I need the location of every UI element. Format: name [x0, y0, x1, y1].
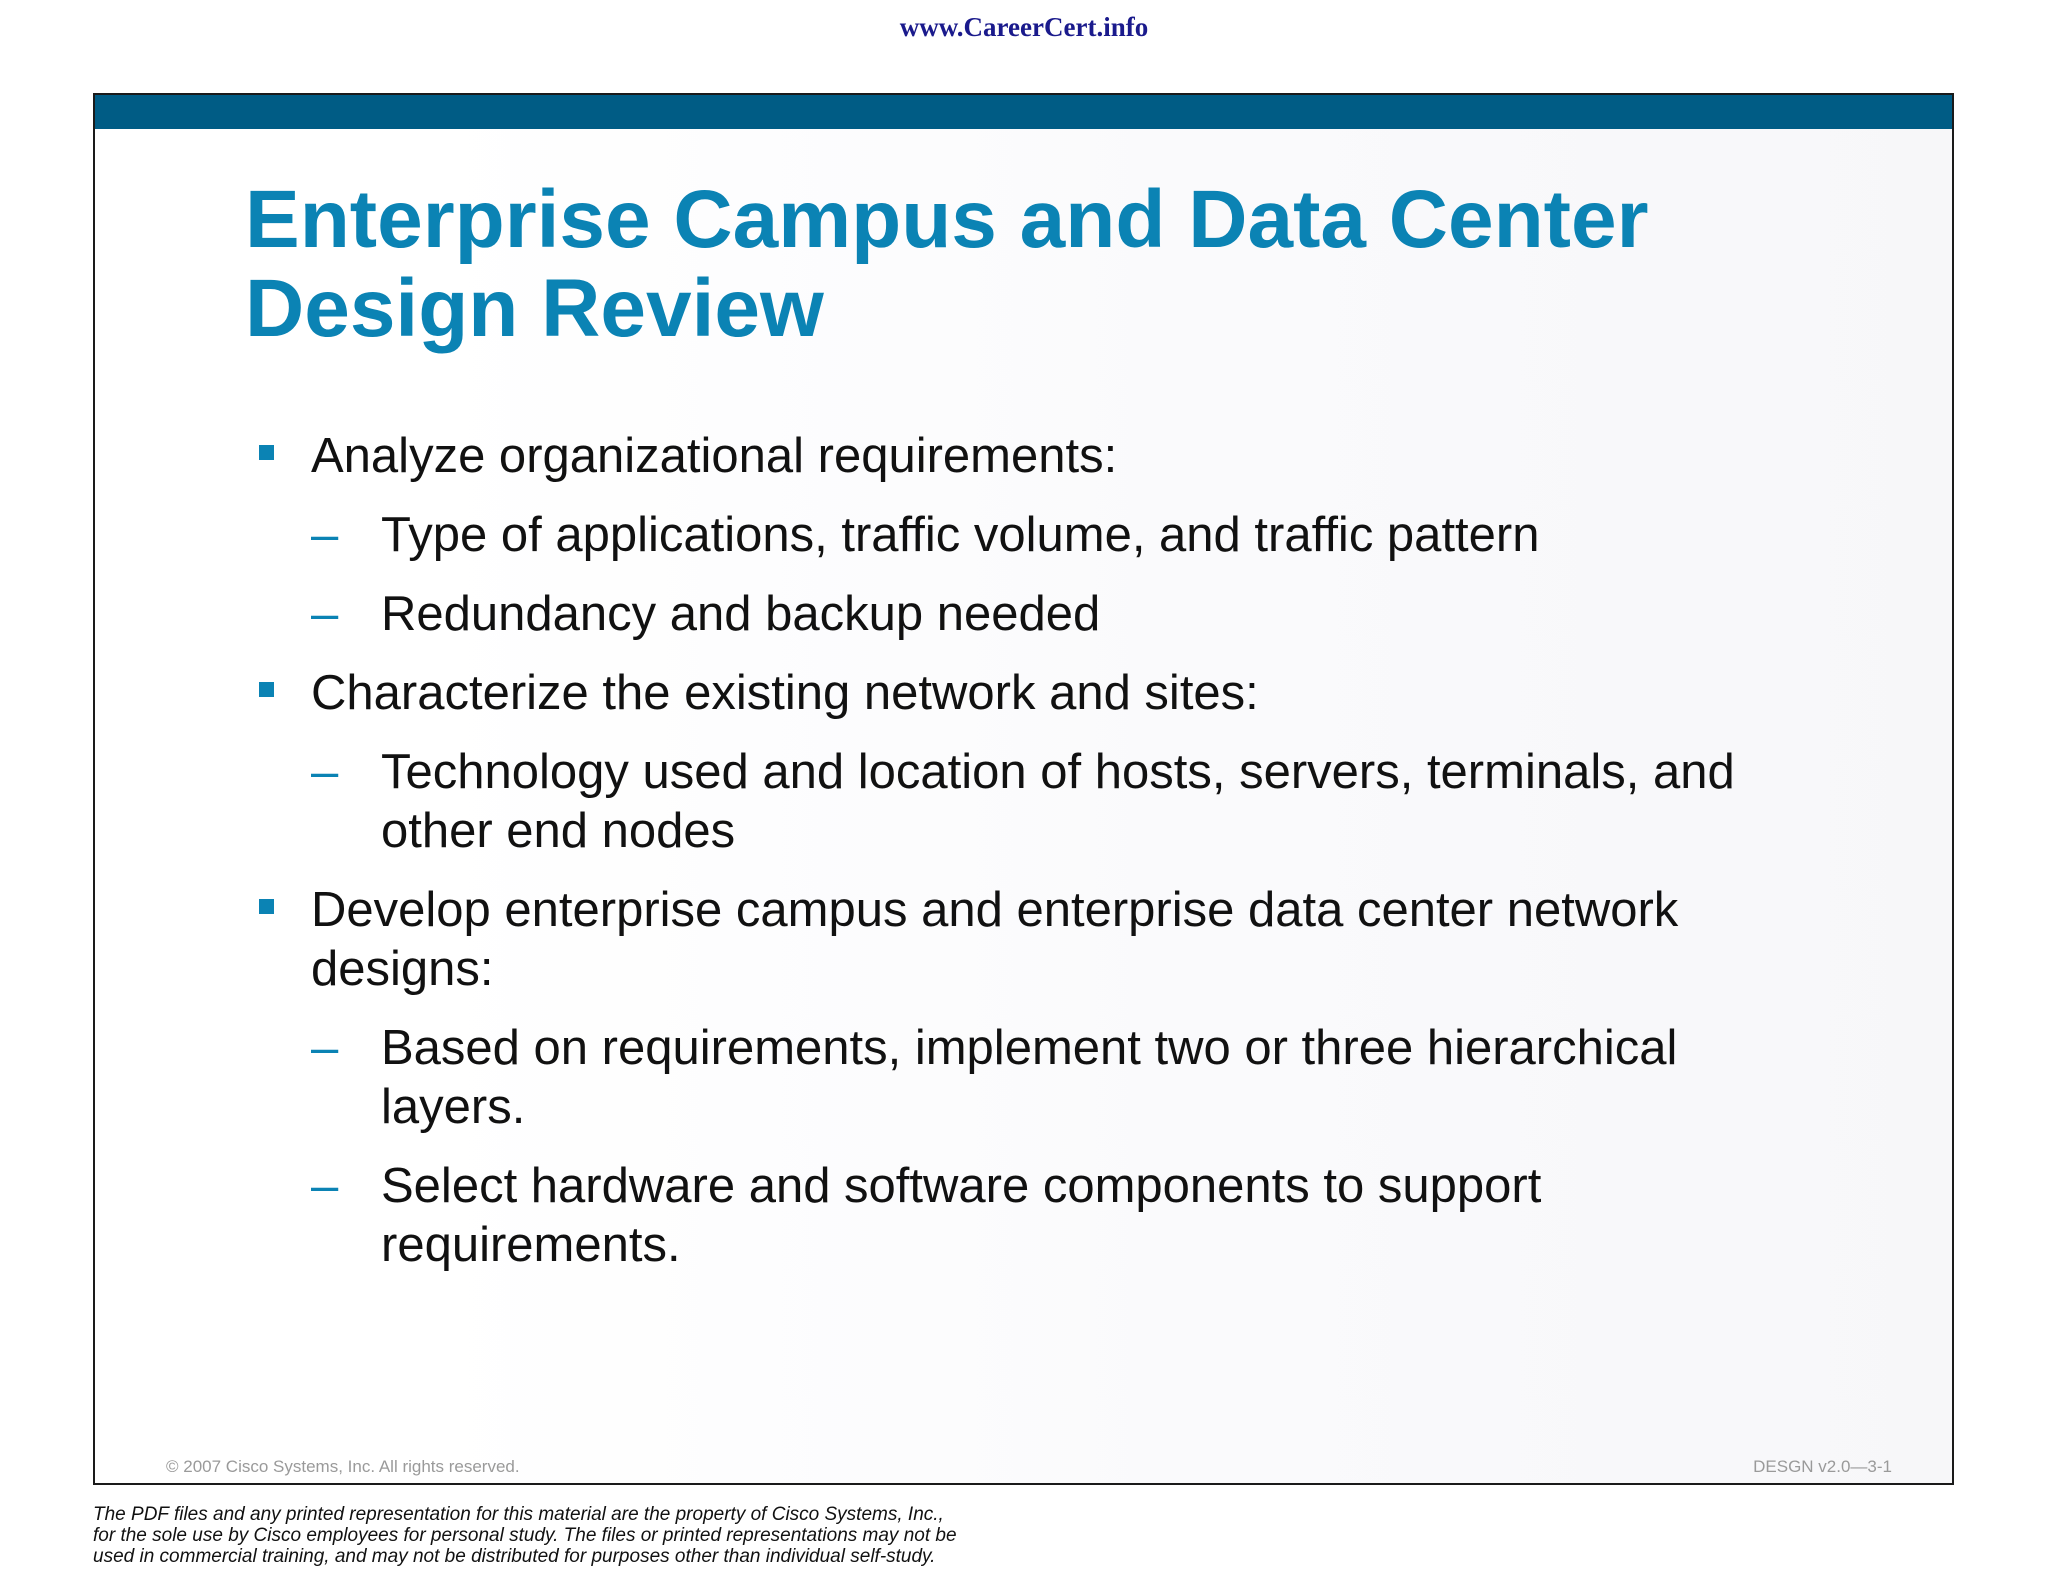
bullet-text: Develop enterprise campus and enterprise data center network designs:	[311, 883, 1679, 996]
sub-bullet-list	[311, 743, 1859, 861]
sub-bullet-text: Redundancy and backup needed	[381, 587, 1101, 641]
square-bullet-icon	[259, 899, 274, 914]
sub-bullet-text: Technology used and location of hosts, servers, terminals, and other end nodes	[381, 745, 1735, 858]
bullet-text: Characterize the existing network and sites:	[311, 666, 1259, 720]
bullet-list	[259, 427, 1859, 1295]
sub-bullet-item	[311, 506, 1859, 565]
sub-bullet-item	[311, 1157, 1859, 1275]
sub-bullet-text: Select hardware and software components to support requirements.	[381, 1159, 1542, 1272]
slide-top-bar	[95, 95, 1952, 129]
sub-bullet-item	[311, 743, 1859, 861]
site-url[interactable]: www.CareerCert.info	[899, 12, 1149, 42]
bullet-text: Analyze organizational requirements:	[311, 429, 1118, 483]
sub-bullet-list	[311, 506, 1859, 644]
copyright-text: © 2007 Cisco Systems, Inc. All rights reserved.	[166, 1457, 520, 1476]
dash-bullet-icon: –	[311, 745, 339, 799]
square-bullet-icon	[259, 445, 274, 460]
sub-bullet-text: Type of applications, traffic volume, and traffic pattern	[381, 508, 1540, 562]
disclaimer-line3: used in commercial training, and may not be distributed for purposes other than individual self-study.	[93, 1546, 936, 1567]
slide-title	[245, 175, 1845, 353]
dash-bullet-icon: –	[311, 508, 339, 562]
bullet-item	[259, 881, 1859, 1275]
slide-id: DESGN v2.0—3-1	[1753, 1457, 1892, 1476]
sub-bullet-item	[311, 1019, 1859, 1137]
slide-title-line2: Design Review	[245, 263, 824, 354]
sub-bullet-item	[311, 585, 1859, 644]
bullet-item	[259, 664, 1859, 861]
sub-bullet-list	[311, 1019, 1859, 1275]
disclaimer	[93, 1504, 1193, 1567]
disclaimer-line2: for the sole use by Cisco employees for personal study. The files or printed representations may not be	[93, 1525, 957, 1546]
dash-bullet-icon: –	[311, 587, 339, 641]
dash-bullet-icon: –	[311, 1159, 339, 1213]
bullet-item	[259, 427, 1859, 644]
square-bullet-icon	[259, 682, 274, 697]
dash-bullet-icon: –	[311, 1021, 339, 1075]
slide	[93, 93, 1954, 1485]
sub-bullet-text: Based on requirements, implement two or three hierarchical layers.	[381, 1021, 1678, 1134]
slide-title-line1: Enterprise Campus and Data Center	[245, 174, 1649, 265]
disclaimer-line1: The PDF files and any printed representation for this material are the property of Cisco Systems, Inc.,	[93, 1504, 944, 1525]
